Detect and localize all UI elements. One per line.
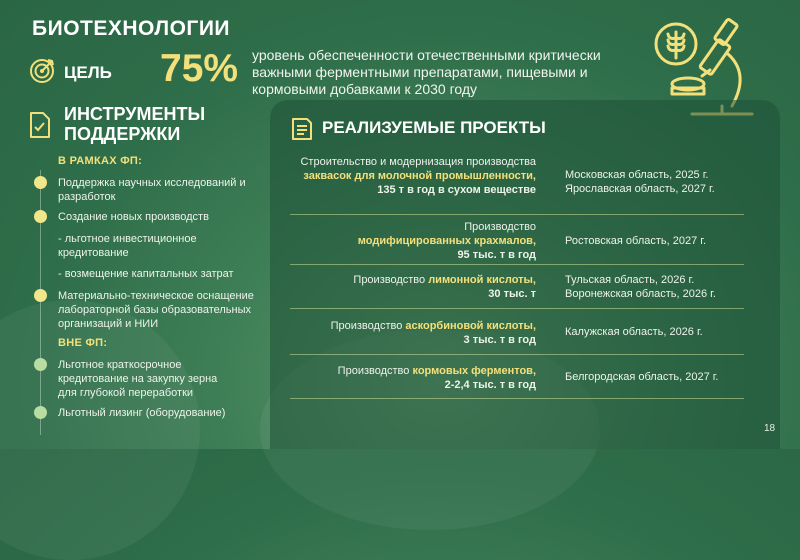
goal-label: ЦЕЛЬ <box>64 63 112 82</box>
section-label-fp: В РАМКАХ ФП: <box>58 155 143 167</box>
checklist-icon <box>29 111 51 139</box>
timeline-dot <box>34 406 47 419</box>
project-region: Белгородская область, 2027 г. <box>565 371 719 383</box>
project-region: Ростовская область, 2027 г. <box>565 235 707 247</box>
project-highlight: аскорбиновой кислоты, <box>405 320 536 332</box>
projects-title: РЕАЛИЗУЕМЫЕ ПРОЕКТЫ <box>322 118 546 137</box>
page-title: БИОТЕХНОЛОГИИ <box>32 17 231 40</box>
tools-title-line2: ПОДДЕРЖКИ <box>64 124 181 144</box>
project-highlight: кормовых ферментов, <box>412 365 536 377</box>
row-divider <box>290 308 744 309</box>
timeline-dot <box>34 289 47 302</box>
row-divider <box>290 398 744 399</box>
project-region: Московская область, 2025 г. <box>565 169 709 181</box>
list-item: Поддержка научных исследований и разработок <box>58 177 246 203</box>
project-highlight: заквасок для молочной промышленности, <box>303 170 536 182</box>
list-item: - возмещение капитальных затрат <box>58 268 234 280</box>
project-capacity: 30 тыс. т <box>488 288 536 300</box>
project-region: Тульская область, 2026 г. <box>565 274 695 286</box>
project-text: Строительство и модернизация производства <box>300 156 536 168</box>
document-icon <box>291 117 313 141</box>
list-item: Льготное краткосрочное кредитование на закупку зерна для глубокой переработки <box>58 359 218 399</box>
project-region: Ярославская область, 2027 г. <box>565 183 715 195</box>
goal-description: уровень обеспеченности отечественными критически важными ферментными препаратами, пищевыми и кормовыми добавками к 2030 году <box>252 47 601 97</box>
goal-percent: 75% <box>160 47 239 90</box>
project-text: Производство <box>337 365 413 377</box>
list-item: - льготное инвестиционное кредитование <box>58 233 197 259</box>
project-capacity: 3 тыс. т в год <box>463 334 536 346</box>
tools-title <box>64 104 234 144</box>
row-divider <box>290 354 744 355</box>
timeline-dot <box>34 358 47 371</box>
list-item: Создание новых производств <box>58 211 209 223</box>
project-text: Производство <box>330 320 406 332</box>
tools-title-line1: ИНСТРУМЕНТЫ <box>64 104 206 124</box>
row-divider <box>290 214 744 215</box>
project-region: Воронежская область, 2026 г. <box>565 288 716 300</box>
project-text: Производство <box>464 221 536 233</box>
target-icon <box>29 58 55 84</box>
project-capacity: 2-2,4 тыс. т в год <box>444 379 536 391</box>
project-region: Калужская область, 2026 г. <box>565 326 703 338</box>
project-highlight: лимонной кислоты, <box>428 274 536 286</box>
page-number: 18 <box>764 423 776 434</box>
section-label-out: ВНЕ ФП: <box>58 337 108 349</box>
row-divider <box>290 264 744 265</box>
list-item: Льготный лизинг (оборудование) <box>58 407 226 419</box>
project-text: Производство <box>353 274 429 286</box>
timeline-dot <box>34 210 47 223</box>
timeline-dot <box>34 176 47 189</box>
project-capacity: 135 т в год в сухом веществе <box>377 184 536 196</box>
list-item: Материально-техническое оснащение лабораторной базы образовательных организаций и НИИ <box>58 290 254 330</box>
project-highlight: модифицированных крахмалов, <box>357 235 536 247</box>
project-capacity: 95 тыс. т в год <box>457 249 536 261</box>
